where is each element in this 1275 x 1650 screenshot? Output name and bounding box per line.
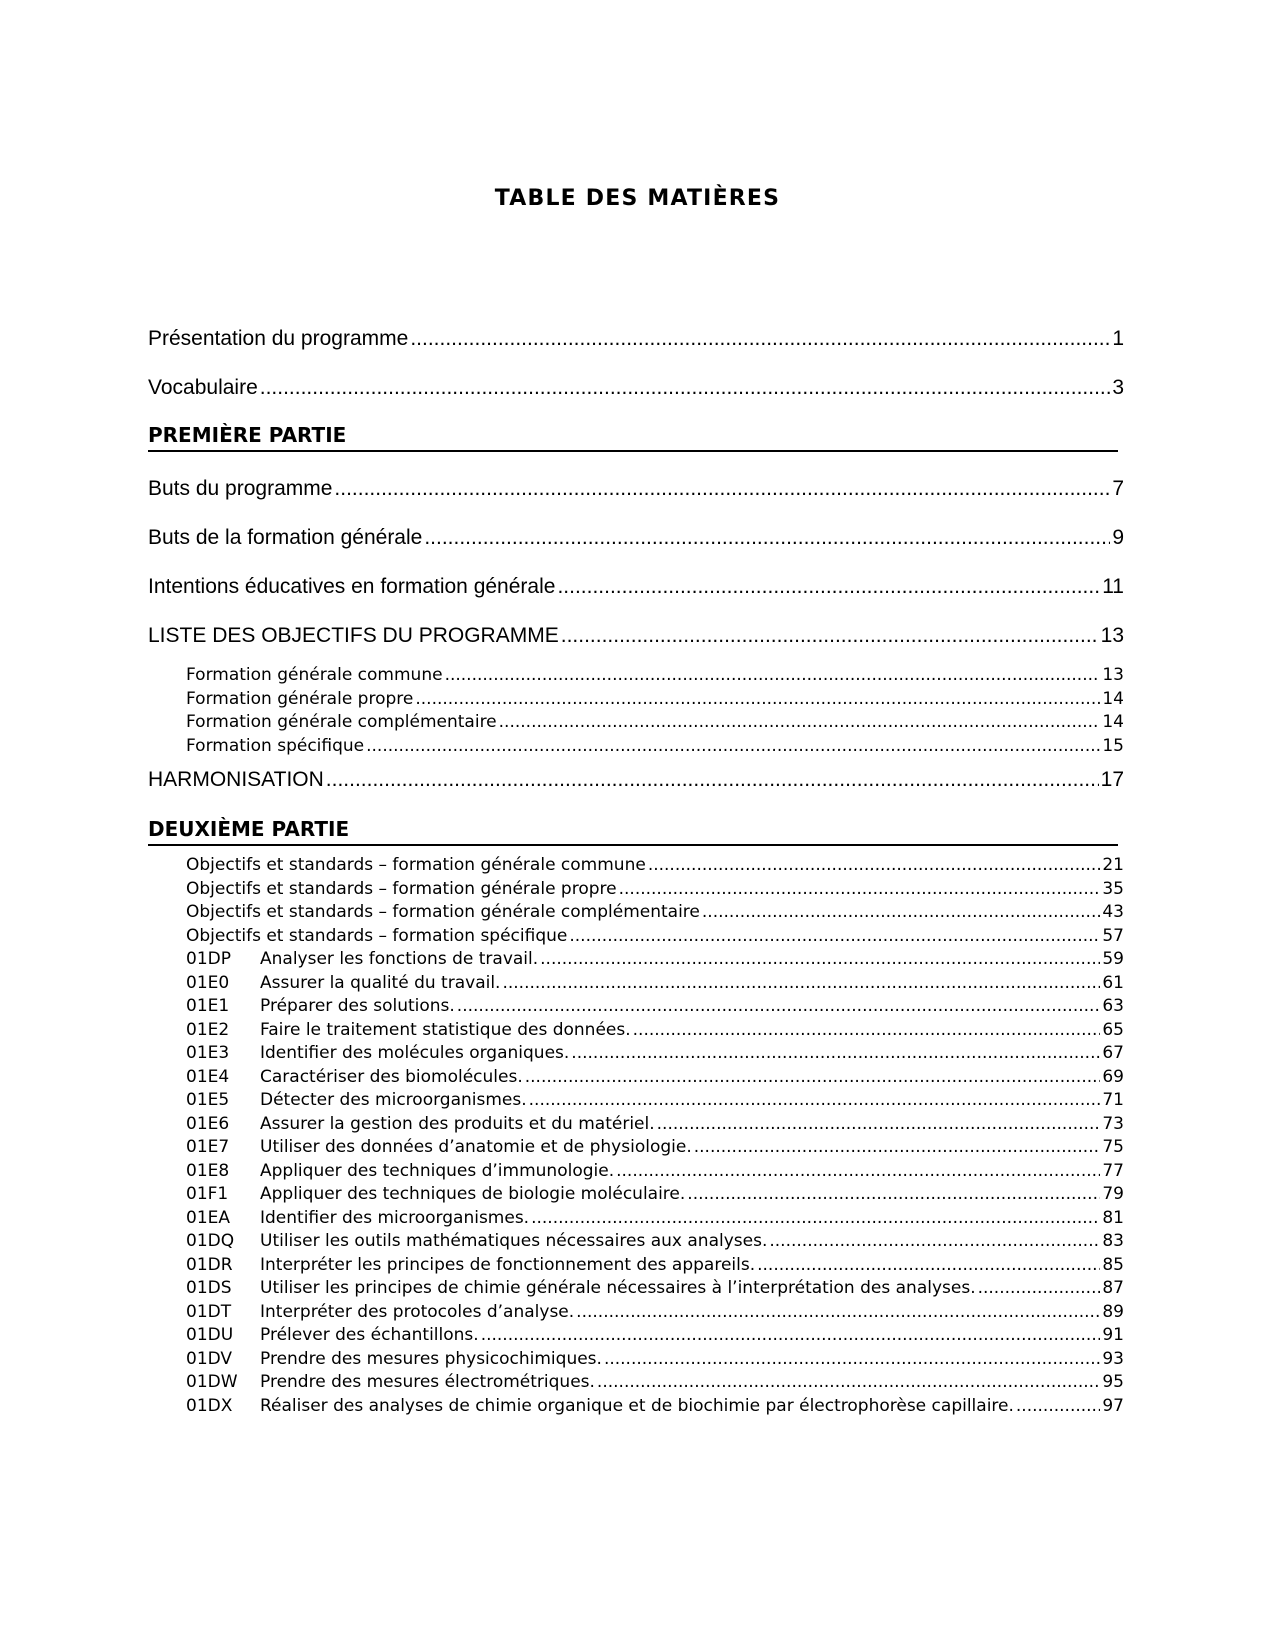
objective-code: 01DV xyxy=(186,1348,233,1369)
toc-page-number: 89 xyxy=(1102,1301,1124,1322)
toc-page-number: 87 xyxy=(1102,1278,1124,1298)
toc-page-number: 73 xyxy=(1102,1113,1124,1134)
toc-page-number: 59 xyxy=(1102,949,1124,969)
toc-entry-label: Faire le traitement statistique des données. xyxy=(260,1019,631,1040)
toc-entry-label: Identifier des microorganismes. xyxy=(260,1207,530,1228)
toc-page-number: 79 xyxy=(1102,1184,1124,1204)
objective-code: 01DP xyxy=(186,949,231,969)
toc-page-number: 91 xyxy=(1102,1325,1124,1345)
dot-leader xyxy=(1016,1395,1100,1419)
objective-code: 01E1 xyxy=(186,996,230,1016)
toc-entry-label: Interpréter des protocoles d’analyse. xyxy=(260,1301,575,1322)
toc-objective-entry[interactable] xyxy=(148,972,1124,996)
dot-leader xyxy=(576,1301,1100,1325)
dot-leader xyxy=(597,1371,1100,1395)
objective-code: 01E3 xyxy=(186,1043,230,1063)
toc-page-number: 97 xyxy=(1102,1395,1124,1416)
toc-page-number: 71 xyxy=(1102,1090,1124,1110)
toc-page-number: 75 xyxy=(1102,1137,1124,1157)
dot-leader xyxy=(571,1042,1100,1066)
objective-code: 01EA xyxy=(186,1207,231,1228)
toc-page-number: 93 xyxy=(1102,1348,1124,1369)
toc-page-number: 65 xyxy=(1102,1019,1124,1040)
dot-leader xyxy=(769,1230,1100,1254)
toc-entry-label: Appliquer des techniques d’immunologie. xyxy=(260,1160,615,1181)
toc-page-number: 11 xyxy=(1102,575,1124,598)
dot-leader xyxy=(424,513,1110,562)
toc-entry-label: Présentation du programme xyxy=(148,327,409,350)
dot-leader xyxy=(481,1324,1101,1348)
objective-code: 01DR xyxy=(186,1254,233,1275)
toc-page-number: 15 xyxy=(1102,735,1124,756)
toc-objective-entry[interactable] xyxy=(148,1230,1124,1254)
toc-objective-entry[interactable] xyxy=(148,1371,1124,1395)
toc-entry-intentions[interactable] xyxy=(148,562,1124,611)
toc-entry-buts-formation[interactable] xyxy=(148,513,1124,562)
dot-leader xyxy=(561,611,1099,660)
objective-code: 01DQ xyxy=(186,1231,235,1251)
toc-entry-label: Objectifs et standards – formation spécifique xyxy=(186,925,568,946)
dot-leader xyxy=(569,925,1100,949)
dot-leader xyxy=(415,688,1100,712)
objective-code: 01DS xyxy=(186,1278,232,1298)
toc-entry-label: Objectifs et standards – formation générale commune xyxy=(186,855,646,875)
objective-code: 01F1 xyxy=(186,1184,229,1204)
toc-entry-label: Caractériser des biomolécules. xyxy=(260,1066,523,1087)
dot-leader xyxy=(978,1277,1101,1301)
toc-page-number: 3 xyxy=(1112,376,1124,399)
dot-leader xyxy=(525,1066,1101,1090)
toc-objective-entry[interactable] xyxy=(148,1089,1124,1113)
toc-page-number: 35 xyxy=(1102,878,1124,899)
dot-leader xyxy=(445,664,1101,688)
toc-entry-label: Objectifs et standards – formation générale propre xyxy=(186,878,617,899)
toc-objective-entry[interactable] xyxy=(148,1207,1124,1231)
toc-entry-label: Buts de la formation générale xyxy=(148,526,423,549)
toc-entry-label: LISTE DES OBJECTIFS DU PROGRAMME xyxy=(148,624,559,647)
toc-page-number: 1 xyxy=(1112,327,1124,350)
toc-page-number: 14 xyxy=(1102,688,1124,709)
dot-leader xyxy=(687,1183,1100,1207)
objective-code: 01E0 xyxy=(186,972,230,993)
toc-entry-label: Utiliser les outils mathématiques nécessaires aux analyses. xyxy=(260,1231,768,1251)
toc-entry-label: Objectifs et standards – formation générale complémentaire xyxy=(186,902,700,922)
toc-standards-entry[interactable] xyxy=(148,854,1124,878)
toc-objective-entry[interactable] xyxy=(148,1254,1124,1278)
toc-page-number: 69 xyxy=(1102,1066,1124,1087)
dot-leader xyxy=(260,363,1111,412)
dot-leader xyxy=(499,711,1101,735)
toc-page-number: 77 xyxy=(1102,1160,1124,1181)
dot-leader xyxy=(334,464,1110,513)
toc-page-number: 13 xyxy=(1100,624,1124,647)
toc-subentry[interactable] xyxy=(148,664,1124,688)
dot-leader xyxy=(366,735,1100,759)
table-of-contents xyxy=(148,314,1124,1418)
dot-leader xyxy=(694,1136,1101,1160)
part2-heading: DEUXIÈME PARTIE xyxy=(148,814,1118,846)
dot-leader xyxy=(529,1089,1101,1113)
toc-entry-label: Analyser les fonctions de travail. xyxy=(260,949,539,969)
toc-entry-presentation[interactable] xyxy=(148,314,1124,363)
toc-page-number: 61 xyxy=(1102,972,1124,993)
toc-entry-harmonisation[interactable] xyxy=(148,758,1124,802)
toc-page-number: 63 xyxy=(1102,996,1124,1016)
page-title: TABLE DES MATIÈRES xyxy=(494,186,781,211)
toc-entry-label: Prendre des mesures physicochimiques. xyxy=(260,1348,602,1369)
toc-page-number: 83 xyxy=(1102,1231,1124,1251)
dot-leader xyxy=(502,972,1100,996)
toc-objective-entry[interactable] xyxy=(148,1348,1124,1372)
objectives-list xyxy=(148,948,1124,1418)
objective-code: 01DW xyxy=(186,1372,238,1392)
toc-subentry[interactable] xyxy=(148,711,1124,735)
toc-entry-label: Utiliser les principes de chimie générale nécessaires à l’interprétation des analyses. xyxy=(260,1278,976,1298)
objective-code: 01DT xyxy=(186,1301,232,1322)
toc-subentry[interactable] xyxy=(148,735,1124,759)
dot-leader xyxy=(616,1160,1100,1184)
toc-objective-entry[interactable] xyxy=(148,1066,1124,1090)
toc-entry-label: Réaliser des analyses de chimie organique et de biochimie par électrophorèse capillaire. xyxy=(260,1395,1014,1416)
objective-code: 01E8 xyxy=(186,1160,230,1181)
toc-entry-label: Formation générale complémentaire xyxy=(186,712,497,732)
toc-entry-label: Appliquer des techniques de biologie moléculaire. xyxy=(260,1184,686,1204)
objective-code: 01E7 xyxy=(186,1137,230,1157)
part1-heading: PREMIÈRE PARTIE xyxy=(148,420,1118,452)
toc-entry-label: Prendre des mesures électrométriques. xyxy=(260,1372,595,1392)
dot-leader xyxy=(540,948,1100,972)
toc-page-number: 57 xyxy=(1102,925,1124,946)
toc-entry-label: Prélever des échantillons. xyxy=(260,1325,479,1345)
dot-leader xyxy=(657,1113,1101,1137)
dot-leader xyxy=(557,562,1100,611)
toc-entry-label: Formation spécifique xyxy=(186,735,365,756)
toc-entry-buts-programme[interactable] xyxy=(148,464,1124,513)
toc-objective-entry[interactable] xyxy=(148,1113,1124,1137)
toc-standards-entry[interactable] xyxy=(148,925,1124,949)
objective-code: 01E6 xyxy=(186,1113,230,1134)
toc-entry-label: Utiliser des données d’anatomie et de physiologie. xyxy=(260,1137,692,1157)
toc-entry-label: Assurer la qualité du travail. xyxy=(260,972,501,993)
toc-entry-label: Buts du programme xyxy=(148,477,333,500)
toc-page-number: 14 xyxy=(1102,712,1124,732)
toc-entry-liste-objectifs[interactable] xyxy=(148,611,1124,660)
objective-code: 01DX xyxy=(186,1395,233,1416)
toc-objective-entry[interactable] xyxy=(148,1019,1124,1043)
toc-page-number: 95 xyxy=(1102,1372,1124,1392)
objective-code: 01E4 xyxy=(186,1066,230,1087)
toc-standards-entry[interactable] xyxy=(148,878,1124,902)
dot-leader xyxy=(757,1254,1100,1278)
toc-page-number: 85 xyxy=(1102,1254,1124,1275)
toc-page-number: 67 xyxy=(1102,1043,1124,1063)
toc-objective-entry[interactable] xyxy=(148,1301,1124,1325)
toc-subentry[interactable] xyxy=(148,688,1124,712)
toc-entry-label: Intentions éducatives en formation générale xyxy=(148,575,556,598)
toc-objective-entry[interactable] xyxy=(148,1324,1124,1348)
toc-page-number: 9 xyxy=(1112,526,1124,549)
toc-page-number: 81 xyxy=(1102,1207,1124,1228)
dot-leader xyxy=(648,854,1101,878)
dot-leader xyxy=(633,1019,1101,1043)
toc-objective-entry[interactable] xyxy=(148,995,1124,1019)
dot-leader xyxy=(604,1348,1100,1372)
toc-entry-vocabulaire[interactable] xyxy=(148,363,1124,412)
dot-leader xyxy=(326,758,1099,802)
dot-leader xyxy=(531,1207,1100,1231)
dot-leader xyxy=(702,901,1100,925)
toc-entry-label: Détecter des microorganismes. xyxy=(260,1090,527,1110)
toc-page-number: 43 xyxy=(1102,902,1124,922)
toc-objective-entry[interactable] xyxy=(148,1160,1124,1184)
toc-page-number: 21 xyxy=(1102,855,1124,875)
toc-entry-label: Préparer des solutions. xyxy=(260,996,455,1016)
dot-leader xyxy=(619,878,1101,902)
dot-leader xyxy=(410,314,1110,363)
toc-objective-entry[interactable] xyxy=(148,1136,1124,1160)
toc-entry-label: Identifier des molécules organiques. xyxy=(260,1043,570,1063)
toc-objective-entry[interactable] xyxy=(148,1042,1124,1066)
toc-page-number: 17 xyxy=(1100,768,1124,791)
toc-entry-label: Vocabulaire xyxy=(148,376,258,399)
objective-code: 01DU xyxy=(186,1325,234,1345)
toc-objective-entry[interactable] xyxy=(148,1183,1124,1207)
toc-entry-label: Interpréter les principes de fonctionnement des appareils. xyxy=(260,1254,756,1275)
toc-objective-entry[interactable] xyxy=(148,948,1124,972)
objective-code: 01E2 xyxy=(186,1019,230,1040)
toc-objective-entry[interactable] xyxy=(148,1277,1124,1301)
toc-standards-entry[interactable] xyxy=(148,901,1124,925)
dot-leader xyxy=(457,995,1101,1019)
toc-entry-label: Formation générale commune xyxy=(186,665,443,685)
toc-entry-label: HARMONISATION xyxy=(148,768,324,791)
toc-page-number: 7 xyxy=(1112,477,1124,500)
toc-page-number: 13 xyxy=(1102,665,1124,685)
toc-entry-label: Formation générale propre xyxy=(186,688,414,709)
toc-objective-entry[interactable] xyxy=(148,1395,1124,1419)
toc-entry-label: Assurer la gestion des produits et du matériel. xyxy=(260,1113,655,1134)
objective-code: 01E5 xyxy=(186,1090,230,1110)
